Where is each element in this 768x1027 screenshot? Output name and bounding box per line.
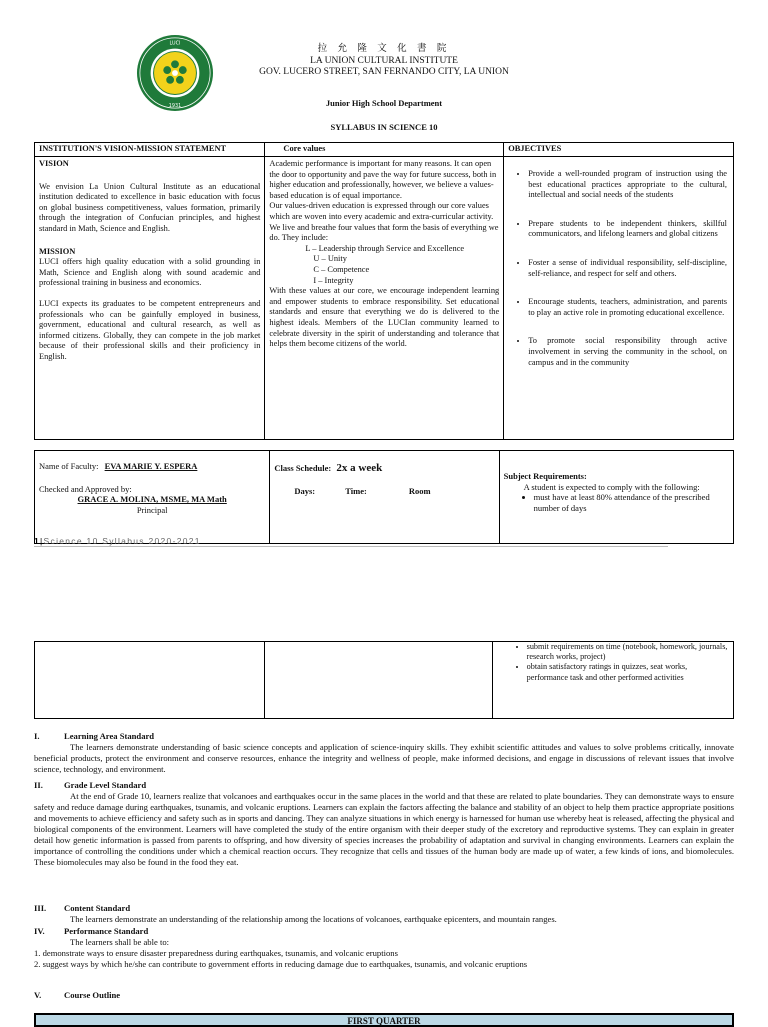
core-intro-2: Our values-driven education is expressed through our core values which are woven into every academic and extra-curricular activity. We live and breathe four values that form the basis of everything we do. They include: [269,201,499,243]
section-title: Learning Area Standard [64,731,155,741]
continued-empty-cell [35,642,265,719]
section-text: At the end of Grade 10, learners realize that volcanoes and earthquakes occur in the same places in the world and that these are related to plate boundaries. They can demonstrate ways to ensure safety and reduce damage during earthquakes, tsunamis, and volcanic eruptions. Learners can explain the factors affecting the balance and stability of an object to help them practice appropriate positions and movements to achieve efficiency and safety such as in sports and dancing. They can analyze situations in which energy is harnessed for human use whereby heat is released, affecting the physical and biological components of the environment. Learners will have completed the study of the entire organism with their deeper study of the excretory and reproductive systems. They can explain in greater detail how genetic information is passed from parents to offspring, and how diversity of species increases the probability of adaptation and survival in changing environments. Learners can explain the importance of controlling the conditions under which a chemical reaction occurs. They recognize that cells and tissues of the human body are made up of water, a few kinds of ions, and biomolecules. These biomolecules may also be found in the food they eat. [34,791,734,867]
core-value-item: L – Leadership through Service and Excellence [305,243,465,253]
section-number: II. [34,780,43,790]
vision-label: VISION [39,159,69,168]
requirements-intro: A student is expected to comply with the following: [523,481,700,492]
faculty-cell [35,451,270,544]
continued-empty-cell [264,642,492,719]
department: Junior High School Department [325,98,443,108]
objectives-cell [504,157,734,440]
section-learning-area [34,731,734,775]
syllabus-title: SYLLABUS IN SCIENCE 10 [330,122,438,132]
requirement-item: • obtain satisfactory ratings in quizzes, seat works, performance task and other performed activities [527,662,729,682]
mission-label: MISSION [39,246,76,256]
core-value-item: U – Unity [313,254,347,264]
section-number: IV. [34,926,45,936]
requirements-label: Subject Requirements: [503,471,587,481]
running-title: Science 10 Syllabus 2020-2021 [43,536,201,546]
section-grade-level [34,780,734,868]
core-values-header: Core values [265,143,504,157]
section-text: The learners shall be able to: [70,937,170,947]
core-intro-1: Academic performance is important for many reasons. It can open the door to opportunity and pave the way for future success, both in higher education and professionally, however, we believe a values-based education is of equal importance. [269,159,497,200]
performance-item: 2. suggest ways by which he/she can contribute to government efforts in reducing damage due to earthquakes, tsunamis, and volcanic eruptions [34,959,528,969]
performance-item: 1. demonstrate ways to ensure disaster preparedness during earthquakes, tsunamis, and volcanic eruptions [34,948,398,958]
section-title: Content Standard [64,903,131,913]
requirement-item: • must have at least 80% attendance of the prescribed number of days [534,492,729,513]
school-address: GOV. LUCERO STREET, SAN FERNANDO CITY, LA UNION [259,67,509,77]
time-label: Time: [345,485,367,496]
approver-title: Principal [136,504,168,515]
section-course-outline [34,990,734,1001]
faculty-label: Name of Faculty: [39,461,99,471]
requirements-cell [499,451,733,544]
objective-item: • Foster a sense of individual responsibility, self-discipline, self-reliance, and respect for self and others. [528,258,727,279]
core-value-item: I – Integrity [313,275,354,285]
continued-table [34,641,734,719]
schedule-value: 2x a week [336,462,383,474]
approver-name: GRACE A. MOLINA, MSME, MA Math [77,494,227,504]
schedule-cell [270,451,499,544]
room-label: Room [408,485,431,496]
svg-text:1931: 1931 [168,103,182,110]
section-performance-standard [34,926,734,970]
section-text: The learners demonstrate an understanding of the relationship among the locations of volcanoes, earthquake epicenters, and mountain ranges. [70,914,557,924]
section-title: Grade Level Standard [64,780,147,790]
core-values-cell [265,157,504,440]
school-name: LA UNION CULTURAL INSTITUTE [310,56,458,66]
vision-mission-table [34,142,734,440]
svg-text:LUCI: LUCI [169,40,181,47]
section-title: Course Outline [64,990,121,1000]
faculty-name: EVA MARIE Y. ESPERA [104,461,198,471]
footer-rule [34,546,668,547]
mission-text-1: LUCI offers high quality education with a solid grounding in Math, Science and English along with sound academic and professional training in business and economics. [39,257,261,288]
objective-item: • Encourage students, teachers, administration, and parents to play an active role in promoting educational excellence. [528,297,727,318]
school-chinese-name: 拉 允 隆 文 化 書 院 [317,44,451,54]
section-title: Performance Standard [64,926,149,936]
core-outro: With these values at our core, we encourage independent learning and empower students to embrace responsibility. Set educational standards and ensure that everything we do is delivered to the highest ideals. Members of the LUCIan community learned to celebrate diversity in the spirit of understanding and tolerance that helps them become citizens of the world. [269,286,500,349]
vision-text: We envision La Union Cultural Institute as an educational institution dedicated to excellence in basic education with focus on global business competitiveness, values formation, primarily through the integration of Confucian principles, and highest standard in Math, Science and English. [39,181,261,233]
days-label: Days: [294,485,316,496]
schedule-label: Class Schedule: [274,463,332,473]
mission-text-2: LUCI expects its graduates to be competent entrepreneurs and professionals who can be gainfully employed in business, government, educational and cultural research, as well as informed citizens. Globally, they can compete in the job market because of their professional skills and their proficiency in English. [39,298,261,361]
requirement-item: • submit requirements on time (notebook, homework, journals, research works, project) [527,642,729,662]
core-value-item: C – Competence [313,264,370,274]
section-content-standard [34,903,734,925]
page-number: 1 [34,536,41,546]
continued-requirements-cell [492,642,733,719]
faculty-table [34,450,734,544]
checked-label: Checked and Approved by: [39,483,132,494]
first-quarter-header: FIRST QUARTER [34,1013,734,1027]
objectives-header: OBJECTIVES [504,143,734,157]
section-number: V. [34,990,42,1000]
section-text: The learners demonstrate understanding of basic science concepts and application of science-inquiry skills. They exhibit scientific attitudes and values to solve problems critically, innovate beneficial products, protect the environment and conserve resources, enhance the integrity and wellness of people, make informed decisions, and engage in discussions of relevant issues that involve science, technology, and environment. [34,742,734,774]
vision-mission-header: INSTITUTION'S VISION-MISSION STATEMENT [35,143,265,157]
objective-item: • Prepare students to be independent thinkers, skillful communicators, and lifelong learners and global citizens [528,219,727,240]
section-number: III. [34,903,47,913]
page-footer: 1|Science 10 Syllabus 2020-2021 [34,536,201,546]
objective-item: • To promote social responsibility through active involvement in serving the community in the school, on campus and in the community [528,336,727,368]
section-number: I. [34,731,40,741]
vision-mission-cell [35,157,265,440]
objective-item: • Provide a well-rounded program of instruction using the best educational practices appropriate to the cultural, intellectual and social needs of the students [528,169,727,201]
